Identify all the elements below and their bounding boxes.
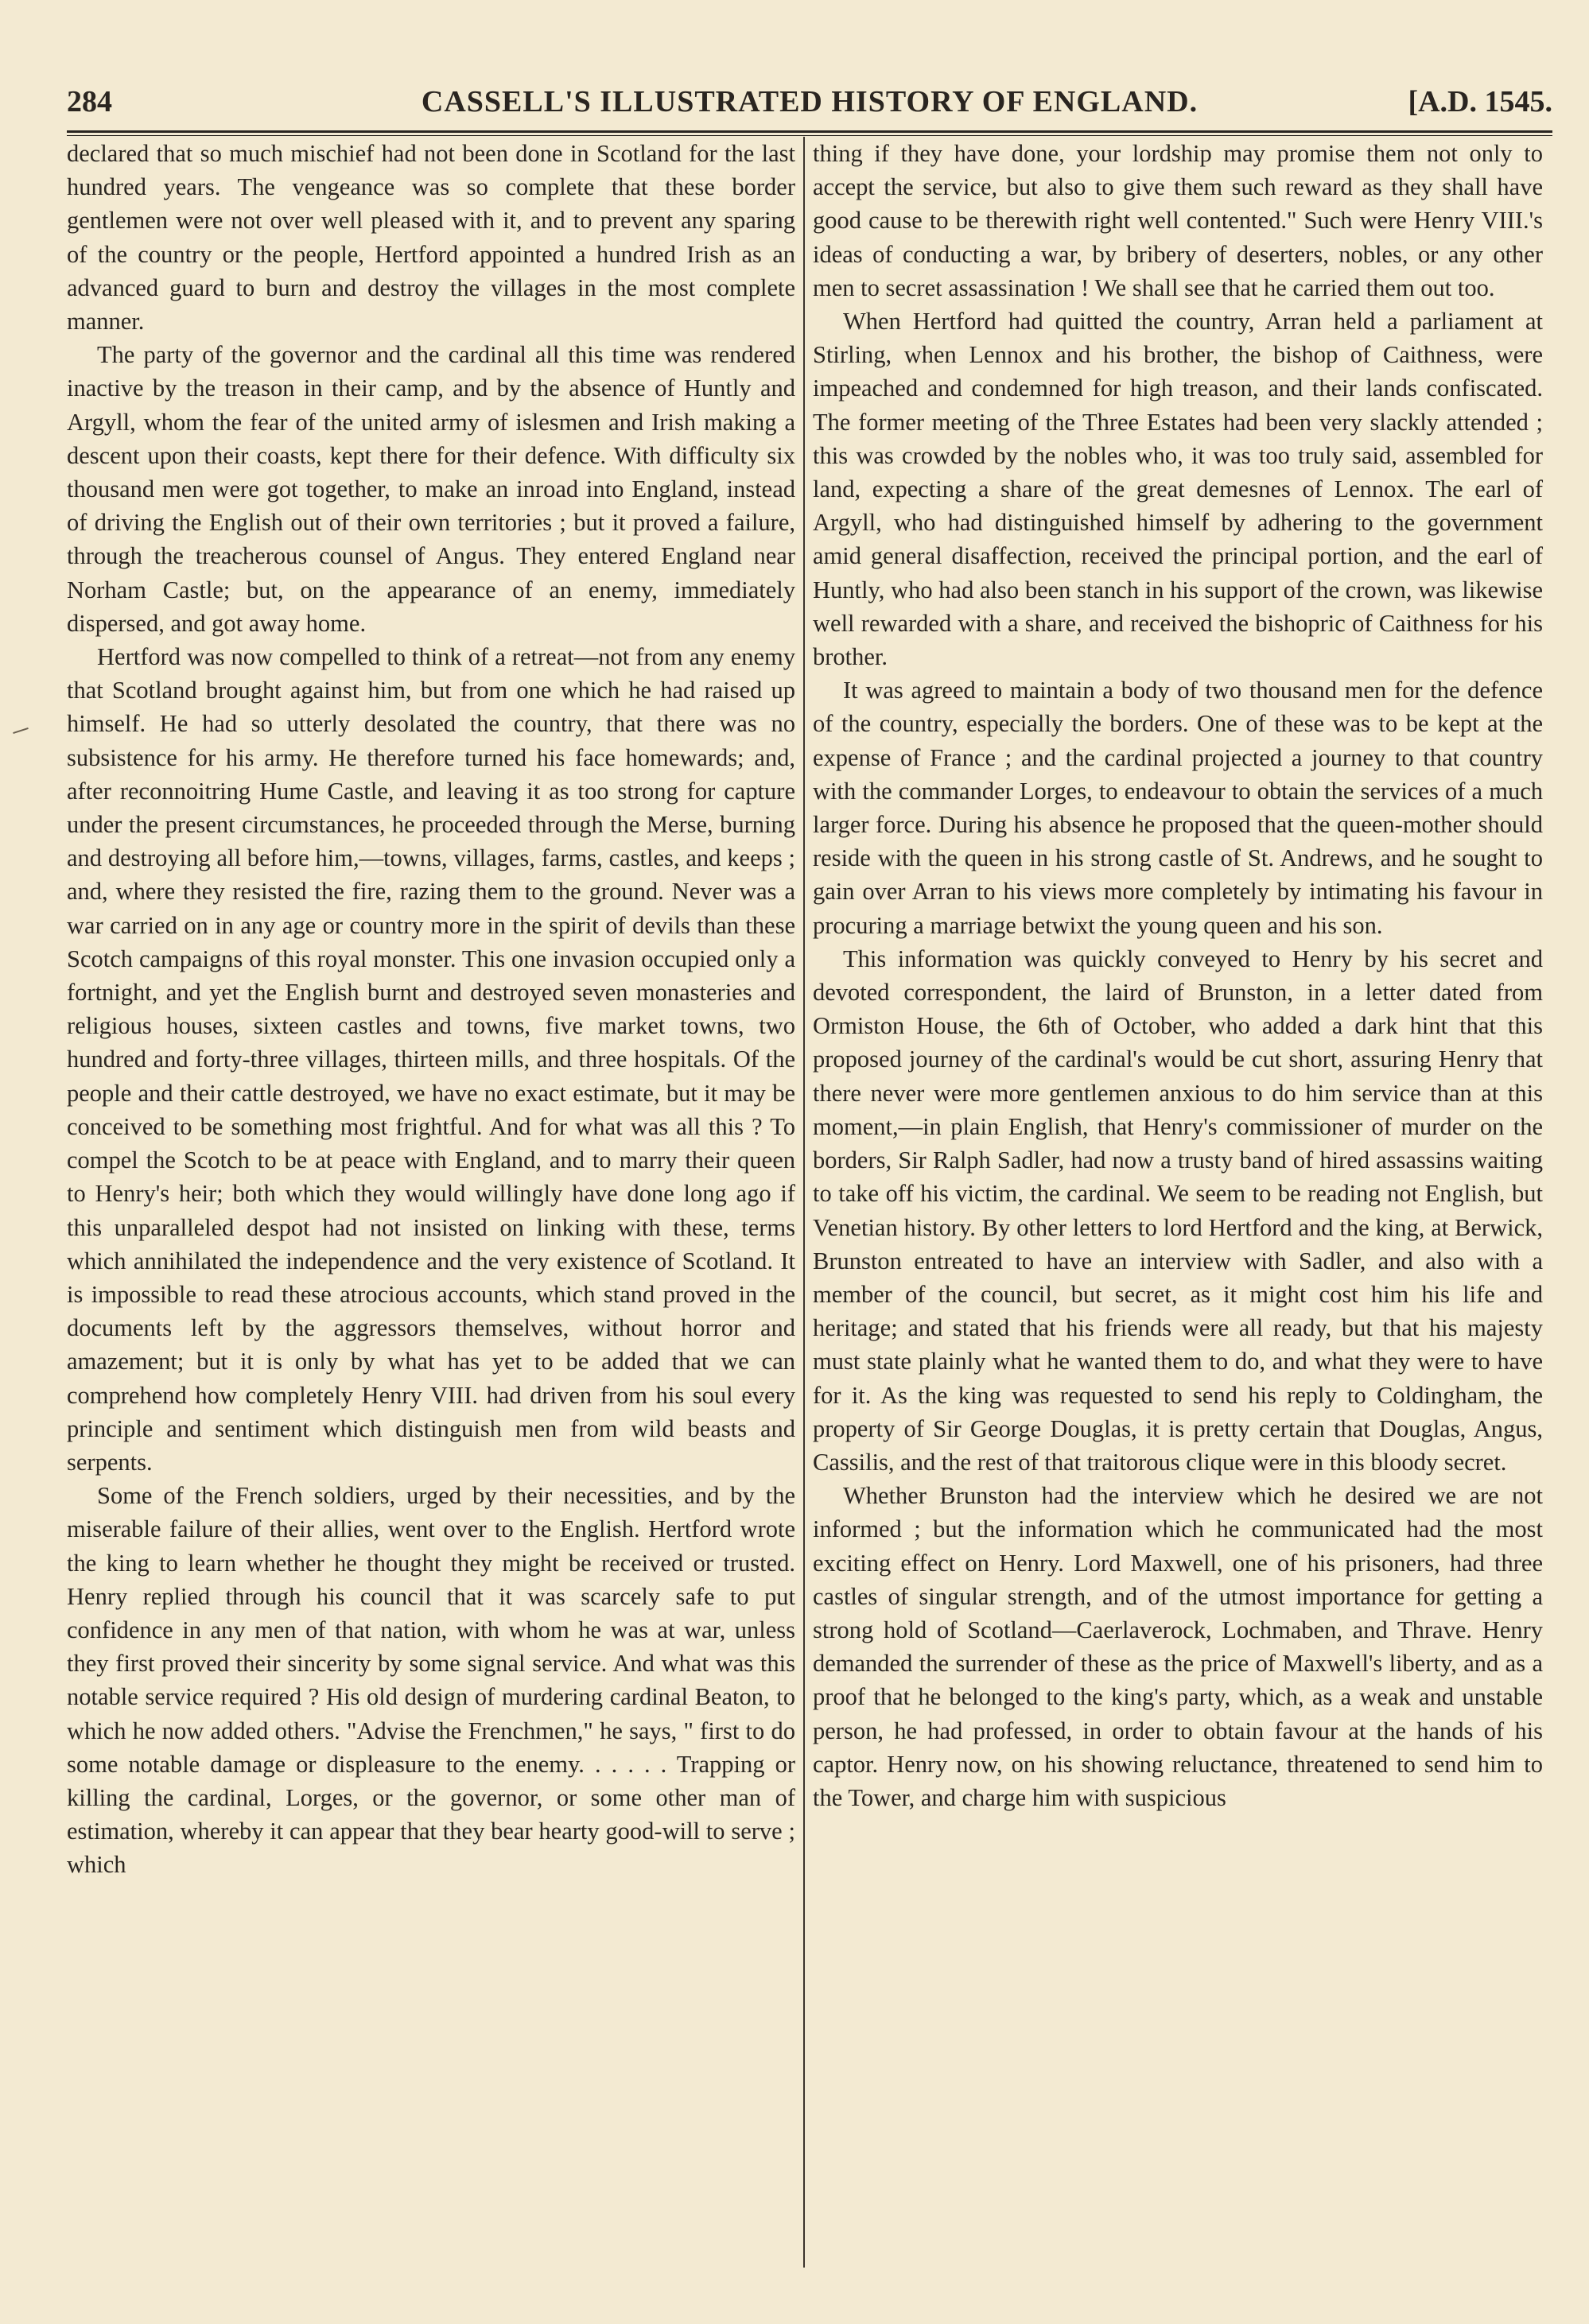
paragraph: declared that so much mischief had not been done in Scotland for the last hundred years. The vengeance was so complete that these border gentlemen were not over well pleased with it, and to prevent any sparing of the country or the people, Hertford appointed a hundred Irish as an advanced guard to burn and destroy the villages in the most complete manner. xyxy=(67,140,795,336)
left-column xyxy=(67,137,795,1882)
date-marker: [A.D. 1545. xyxy=(1408,85,1552,118)
page-number: 284 xyxy=(67,85,112,118)
running-header xyxy=(67,80,1552,124)
right-column xyxy=(813,137,1543,1814)
margin-mark xyxy=(13,727,29,734)
paragraph: The party of the governor and the cardinal all this time was rendered inactive by the treason in their camp, and by the absence of Huntly and Argyll, whom the fear of the united army of islesmen and Irish making a descent upon their coasts, kept there for their defence. With difficulty six thousand men were got together, to make an inroad into England, instead of driving the English out of their own territories ; but it proved a failure, through the treacherous counsel of Angus. They entered England near Norham Castle; but, on the appearance of an enemy, immediately dispersed, and got away home. xyxy=(67,341,795,637)
paragraph: This information was quickly conveyed to Henry by his secret and devoted correspondent, the laird of Brunston, in a letter dated from Ormiston House, the 6th of October, who added a dark hint that this proposed journey of the cardinal's would be cut short, assuring Henry that there never were more gentlemen anxious to do him service than at this moment,—in plain English, that Henry's commissioner of murder on the borders, Sir Ralph Sadler, had now a trusty band of hired assassins waiting to take off his victim, the cardinal. We seem to be reading not English, but Venetian history. By other letters to lord Hertford and the king, at Berwick, Brunston entreated to have an interview with Sadler, and also with a member of the council, but secret, as it might cost him his life and heritage; and stated that his friends were all ready, but that his majesty must state plainly what he wanted them to do, and what they were to have for it. As the king was requested to send his reply to Coldingham, the property of Sir George Douglas, it is pretty certain that Douglas, Angus, Cassilis, and the rest of that traitorous clique were in this bloody secret. xyxy=(813,945,1543,1476)
paragraph: Whether Brunston had the interview which he desired we are not informed ; but the information which he communicated had the most exciting effect on Henry. Lord Maxwell, one of his prisoners, had three castles of singular strength, and of the utmost importance for getting a strong hold of Scotland—Caerlaverock, Lochmaben, and Thrave. Henry demanded the surrender of these as the price of Maxwell's liberty, and as a proof that he belonged to the king's party, which, as a weak and unstable person, he had professed, in order to obtain favour at the hands of his captor. Henry now, on his showing reluctance, threatened to send him to the Tower, and charge him with suspicious xyxy=(813,1482,1543,1811)
header-rule-thin xyxy=(67,135,1552,136)
paragraph: It was agreed to maintain a body of two thousand men for the defence of the country, especially the borders. One of these was to be kept at the expense of France ; and the cardinal projected a journey to that country with the commander Lorges, to endeavour to obtain the services of a much larger force. During his absence he proposed that the queen-mother should reside with the queen in his strong castle of St. Andrews, and he sought to gain over Arran to his views more completely by intimating his favour in procuring a marriage betwixt the young queen and his son. xyxy=(813,677,1543,939)
header-rule xyxy=(67,130,1552,133)
paragraph: When Hertford had quitted the country, Arran held a parliament at Stirling, when Lennox and his brother, the bishop of Caithness, were impeached and condemned for high treason, and their lands confiscated. The former meeting of the Three Estates had been very slackly attended ; this was crowded by the nobles who, it was too truly said, assembled for land, expecting a share of the great demesnes of Lennox. The earl of Argyll, who had distinguished himself by adhering to the government amid general disaffection, received the principal portion, and the earl of Huntly, who had also been stanch in his support of the crown, was likewise well rewarded with a share, and received the bishopric of Caithness for his brother. xyxy=(813,308,1543,671)
paragraph: Some of the French soldiers, urged by their necessities, and by the miserable failure of their allies, went over to the English. Hertford wrote the king to learn whether he thought they might be received or trusted. Henry replied through his council that it was scarcely safe to put confidence in any men of that nation, with whom he was at war, unless they first proved their sincerity by some signal service. And what was this notable service required ? His old design of murdering cardinal Beaton, to which he now added others. "Advise the Frenchmen," he says, " first to do some notable damage or displeasure to the enemy. . . . . . Trapping or killing the cardinal, Lorges, or the governor, or some other man of estimation, whereby it can appear that they bear hearty good-will to serve ; which xyxy=(67,1482,795,1879)
column-divider xyxy=(803,137,805,2268)
book-title: CASSELL'S ILLUSTRATED HISTORY OF ENGLAND. xyxy=(421,85,1199,118)
paragraph: thing if they have done, your lordship may promise them not only to accept the service, but also to give them such reward as they shall have good cause to be therewith right well contented." Such were Henry VIII.'s ideas of conducting a war, by bribery of deserters, nobles, or any other men to secret assassination ! We shall see that he carried them out too. xyxy=(813,140,1543,301)
paragraph: Hertford was now compelled to think of a retreat—not from any enemy that Scotland brought against him, but from one which he had raised up himself. He had so utterly desolated the country, that there was no subsistence for his army. He therefore turned his face homewards; and, after reconnoitring Hume Castle, and leaving it as too strong for capture under the present circumstances, he proceeded through the Merse, burning and destroying all before him,—towns, villages, farms, castles, and keeps ; and, where they resisted the fire, razing them to the ground. Never was a war carried on in any age or country more in the spirit of devils than these Scotch campaigns of this royal monster. This one invasion occupied only a fortnight, and yet the English burnt and destroyed seven monasteries and religious houses, sixteen castles and towns, five market towns, two hundred and forty-three villages, thirteen mills, and three hospitals. Of the people and their cattle destroyed, we have no exact estimate, but it may be conceived to be something most frightful. And for what was all this ? To compel the Scotch to be at peace with England, and to marry their queen to Henry's heir; both which they would willingly have done long ago if this unparalleled despot had not insisted on linking with these, terms which annihilated the independence and the very existence of Scotland. It is impossible to read these atrocious accounts, which stand proved in the documents left by the aggressors themselves, without horror and amazement; but it is only by what has yet to be added that we can comprehend how completely Henry VIII. had driven from his soul every principle and sentiment which distinguish men from wild beasts and serpents. xyxy=(67,643,795,1476)
